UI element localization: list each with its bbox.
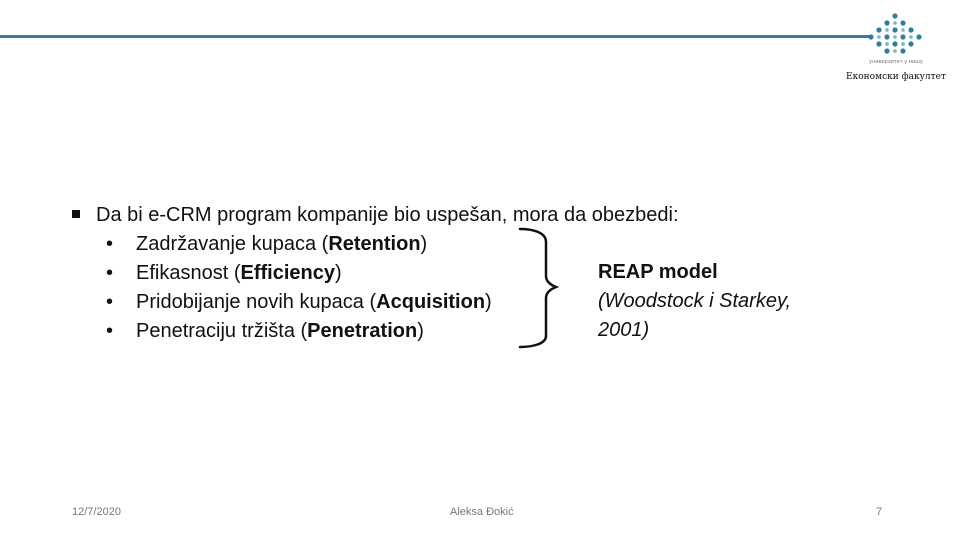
reap-model-callout (598, 258, 878, 345)
list-item-efficiency (106, 258, 492, 287)
intro-bullet (72, 200, 679, 230)
list-item-retention (106, 229, 492, 258)
footer-date: 12/7/2020 (72, 506, 121, 518)
logo-name: Економски факултет (846, 72, 946, 82)
item-term: Acquisition (376, 291, 486, 313)
page-number: 7 (876, 506, 883, 518)
item-text: Penetraciju tržišta ( (136, 320, 308, 342)
item-term: Efficiency (240, 262, 335, 284)
list-item-acquisition (106, 287, 492, 316)
logo-subtitle: универзитет у нишу (869, 59, 923, 65)
item-term: Penetration (307, 320, 418, 342)
model-citation: (Woodstock i Starkey, (598, 290, 792, 312)
list-item-penetration (106, 316, 492, 345)
item-text: Efikasnost ( (136, 262, 241, 284)
square-bullet-icon (72, 210, 80, 218)
reap-model-title: REAP model (598, 261, 718, 283)
slide-content (72, 200, 892, 360)
item-text: Pridobijanje novih kupaca ( (136, 291, 377, 313)
reap-list (106, 229, 492, 345)
bullet-icon: • (106, 233, 114, 255)
model-citation-year: 2001) (598, 319, 650, 341)
item-term: Retention (328, 233, 421, 255)
faculty-logo (842, 8, 950, 88)
bullet-icon: • (106, 320, 114, 342)
item-text: Zadržavanje kupaca ( (136, 233, 329, 255)
item-suffix: ) (334, 262, 342, 284)
faculty-logo-icon (866, 12, 924, 58)
footer-author: Aleksa Đokić (450, 506, 514, 518)
intro-text: Da bi e-CRM program kompanije bio uspešan, mora da obezbedi: (96, 204, 679, 226)
header-divider (0, 35, 870, 38)
bullet-icon: • (106, 291, 114, 313)
item-suffix: ) (485, 291, 492, 313)
bracket-connector (512, 224, 560, 350)
bullet-icon: • (106, 262, 114, 284)
item-suffix: ) (417, 320, 424, 342)
item-suffix: ) (420, 233, 428, 255)
